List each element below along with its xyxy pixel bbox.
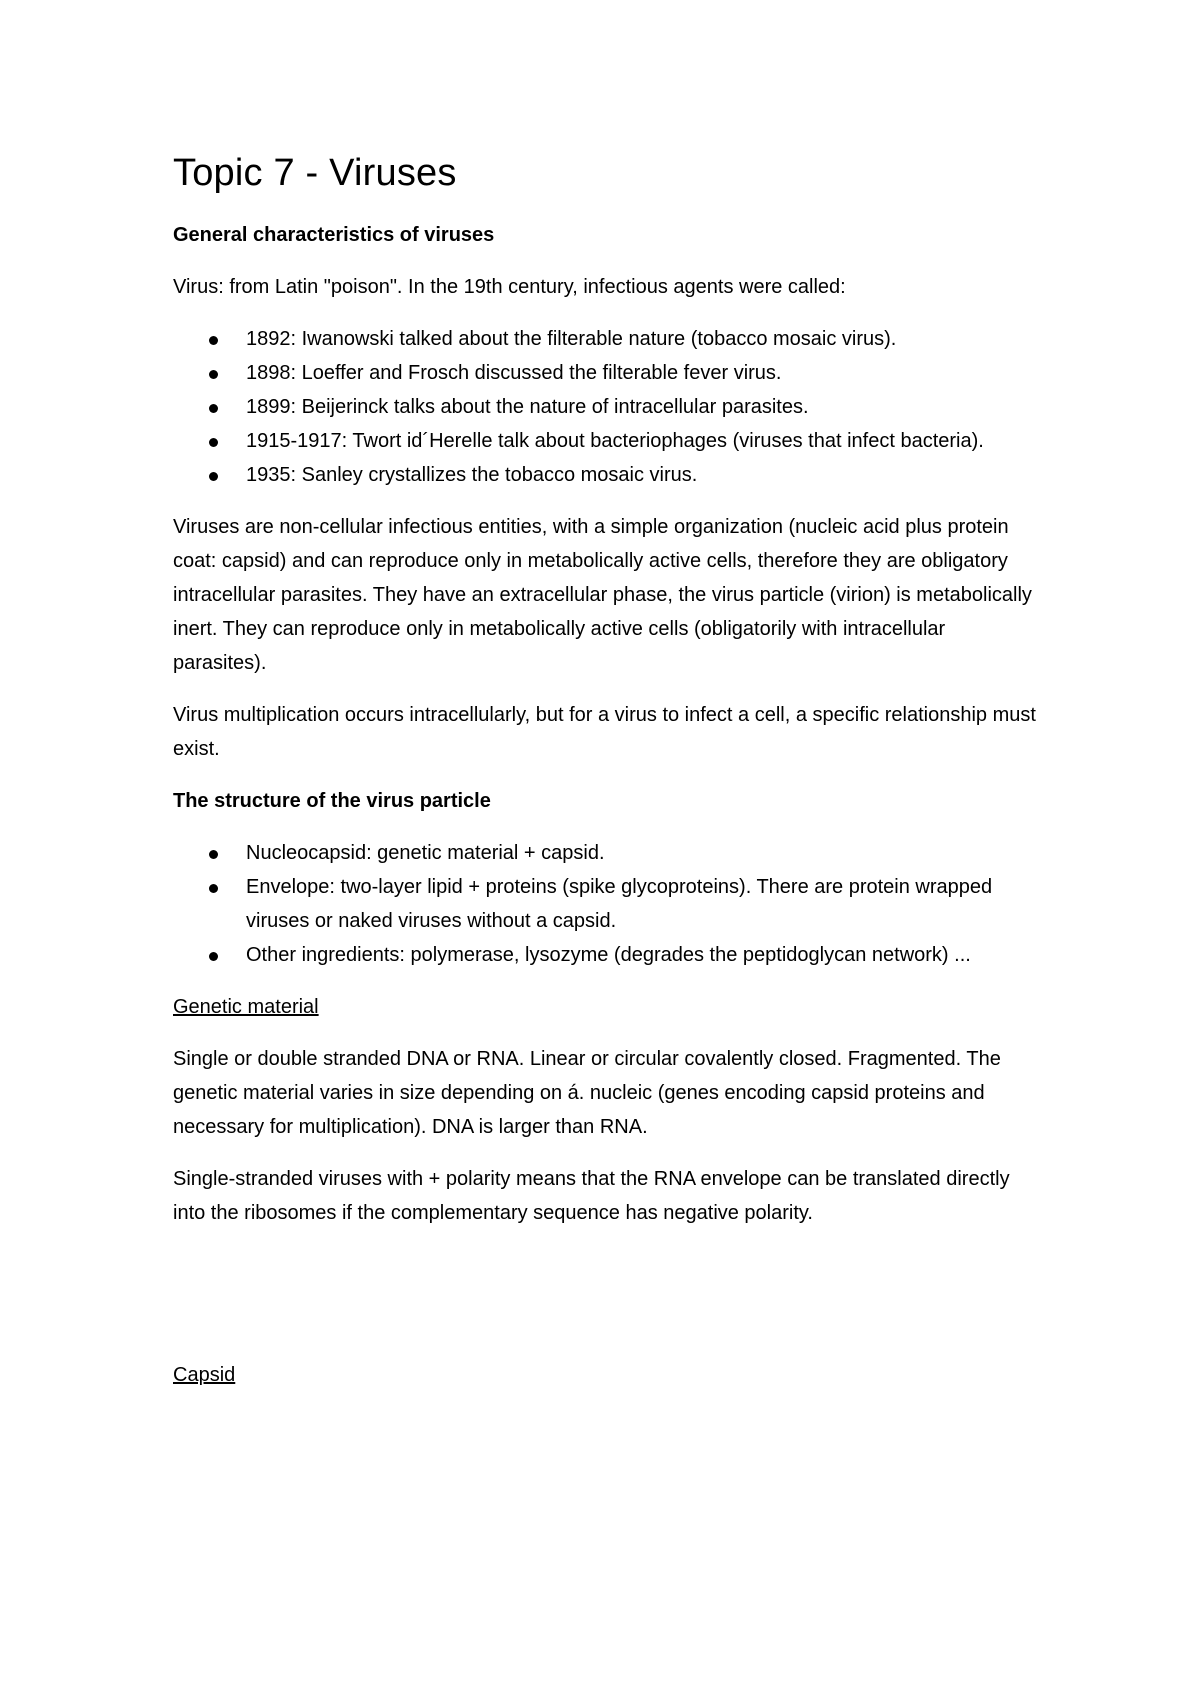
bullet-icon [209, 404, 218, 413]
bullet-icon [209, 850, 218, 859]
list-item-text: 1915-1917: Twort id´Herelle talk about bacteriophages (viruses that infect bacteria). [246, 430, 984, 452]
polarity-paragraph: Single-stranded viruses with + polarity means that the RNA envelope can be translated directly into the ribosomes if the complementary sequence has negative polarity. [173, 1168, 1010, 1224]
list-item-text: 1892: Iwanowski talked about the filterable nature (tobacco mosaic virus). [246, 328, 897, 350]
structure-heading: The structure of the virus particle [173, 790, 491, 812]
bullet-icon [209, 472, 218, 481]
multiplication-paragraph: Virus multiplication occurs intracellularly, but for a virus to infect a cell, a specific relationship must exist. [173, 704, 1036, 760]
general-characteristics-heading: General characteristics of viruses [173, 224, 495, 246]
list-item [173, 458, 1043, 492]
list-item-text: Nucleocapsid: genetic material + capsid. [246, 842, 605, 864]
page-title: Topic 7 - Viruses [173, 152, 457, 194]
list-item [173, 390, 1043, 424]
list-item [173, 424, 1043, 458]
bullet-icon [209, 370, 218, 379]
blank-space [173, 1248, 1043, 1358]
bullet-icon [209, 884, 218, 893]
list-item-text: 1935: Sanley crystallizes the tobacco mosaic virus. [246, 464, 698, 486]
bullet-icon [209, 952, 218, 961]
list-item [173, 356, 1043, 390]
list-item-text: 1898: Loeffer and Frosch discussed the filterable fever virus. [246, 362, 782, 384]
structure-list [173, 836, 1043, 972]
genetic-material-heading: Genetic material [173, 996, 319, 1018]
capsid-heading: Capsid [173, 1364, 236, 1386]
bullet-icon [209, 336, 218, 345]
list-item-text: Envelope: two-layer lipid + proteins (spike glycoproteins). There are protein wrapped viruses or naked viruses without a capsid. [246, 876, 993, 932]
list-item [173, 322, 1043, 356]
intro-paragraph: Virus: from Latin "poison". In the 19th century, infectious agents were called: [173, 276, 846, 298]
document-page [173, 150, 1043, 1410]
list-item-text: 1899: Beijerinck talks about the nature of intracellular parasites. [246, 396, 809, 418]
list-item [173, 836, 1043, 870]
genetic-material-paragraph: Single or double stranded DNA or RNA. Linear or circular covalently closed. Fragmented. The genetic material varies in size depending on á. nucleic (genes encoding capsid proteins and necessary for multiplication). DNA is larger than RNA. [173, 1048, 1001, 1138]
list-item [173, 870, 1043, 938]
bullet-icon [209, 438, 218, 447]
viruses-definition-paragraph: Viruses are non-cellular infectious entities, with a simple organization (nucleic acid plus protein coat: capsid) and can reproduce only in metabolically active cells, therefore they are obligatory intracellular parasites. They have an extracellular phase, the virus particle (virion) is metabolically inert. They can reproduce only in metabolically active cells (obligatorily with intracellular parasites). [173, 516, 1032, 674]
history-list [173, 322, 1043, 492]
list-item [173, 938, 1043, 972]
list-item-text: Other ingredients: polymerase, lysozyme (degrades the peptidoglycan network) ... [246, 944, 971, 966]
